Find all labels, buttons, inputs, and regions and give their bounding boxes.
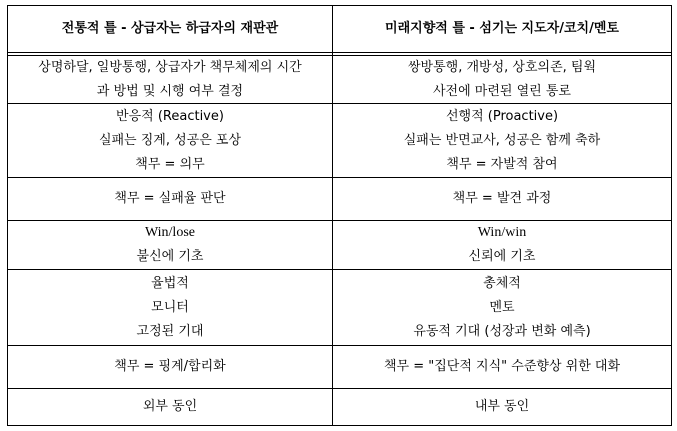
cell-line: 내부 동인	[474, 399, 530, 414]
cell-line: 상명하달, 일방통행, 상급자가 책무체제의 시간	[38, 59, 302, 75]
cell-line: 실패는 징계, 성공은 포상	[98, 132, 242, 148]
cell-future-internal-motive	[333, 389, 671, 425]
cell-line: 책무 = 발견 과정	[452, 191, 552, 206]
cell-future-decision	[333, 56, 671, 103]
cell-line: 반응적 (Reactive)	[116, 108, 224, 124]
cell-line: 책무 = 핑계/합리화	[114, 359, 226, 374]
cell-future-discovery	[333, 178, 671, 220]
header-traditional-text: 전통적 틀 - 상급자는 하급자의 재판관	[61, 21, 279, 36]
cell-line: 유동적 기대 (성장과 변화 예측)	[413, 323, 591, 339]
cell-future-dialogue	[333, 346, 671, 388]
cell-line: 실패는 반면교사, 성공은 함께 축하	[403, 132, 601, 148]
cell-traditional-failure-rate	[8, 178, 332, 220]
cell-line: 불신에 기초	[136, 249, 204, 264]
header-future-oriented	[333, 6, 671, 52]
cell-traditional-legalistic	[8, 270, 332, 345]
cell-line: 신뢰에 기초	[468, 249, 536, 264]
cell-line: 책무 = "집단적 지식" 수준향상 위한 대화	[383, 359, 621, 374]
table-border-bottom	[7, 425, 672, 426]
cell-line: 과 방법 및 시행 여부 결정	[96, 83, 244, 99]
cell-future-holistic	[333, 270, 671, 345]
cell-line: 책무 = 자발적 참여	[446, 156, 558, 172]
cell-traditional-decision	[8, 56, 332, 103]
header-divider-outer	[7, 52, 672, 53]
cell-line: 쌍방통행, 개방성, 상호의존, 팀웍	[407, 59, 597, 75]
cell-traditional-win-lose	[8, 221, 332, 269]
cell-line: Win/win	[477, 225, 527, 240]
cell-future-win-win	[333, 221, 671, 269]
cell-line: 고정된 기대	[136, 323, 204, 339]
cell-line: 멘토	[489, 299, 515, 315]
cell-line: 외부 동인	[142, 399, 198, 414]
header-traditional	[8, 6, 332, 52]
cell-traditional-external-motive	[8, 389, 332, 425]
cell-line: 책무 = 의무	[135, 156, 205, 172]
comparison-table	[7, 5, 672, 426]
cell-line: 사전에 마련된 열린 통로	[433, 83, 571, 99]
cell-line: 책무 = 실패율 판단	[114, 191, 226, 206]
cell-traditional-excuse	[8, 346, 332, 388]
cell-line: 모니터	[151, 299, 189, 315]
cell-traditional-reactive	[8, 104, 332, 177]
cell-future-proactive	[333, 104, 671, 177]
cell-line: 총체적	[483, 275, 521, 291]
cell-line: 선행적 (Proactive)	[445, 108, 559, 124]
cell-line: 율법적	[151, 275, 189, 291]
table-border-right	[671, 5, 672, 426]
header-future-oriented-text: 미래지향적 틀 - 섬기는 지도자/코치/멘토	[385, 21, 619, 36]
cell-line: Win/lose	[145, 225, 195, 240]
